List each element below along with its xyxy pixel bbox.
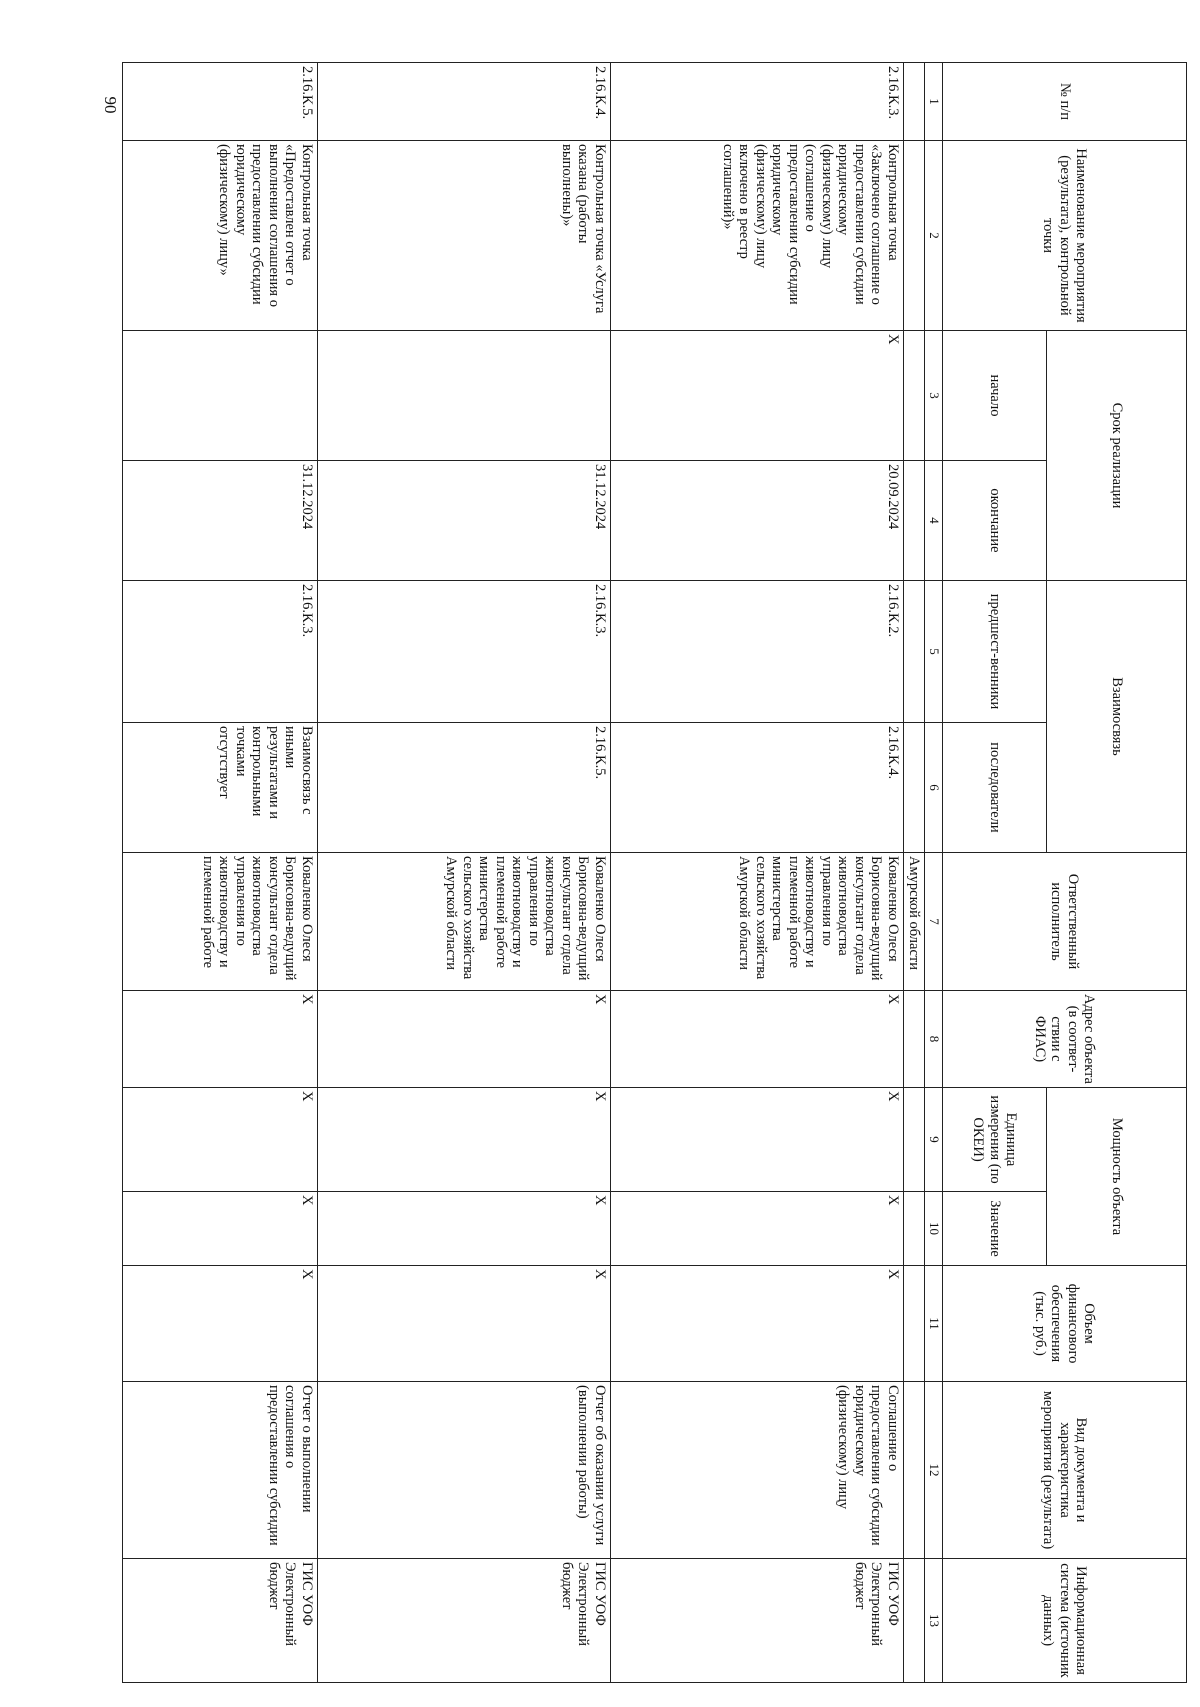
row-start (318, 331, 611, 461)
header-num: № п/п (943, 63, 1187, 141)
col-number: 2 (925, 141, 943, 331)
plan-table (122, 62, 1187, 1683)
row-prev: 2.16.К.3. (123, 581, 318, 723)
row-executor: Коваленко Олеся Борисовна-ведущий консультант отдела животноводства управления по животноводству и племенной работе (123, 853, 318, 991)
col-number: 3 (925, 331, 943, 461)
header-term: Срок реализации (1047, 331, 1187, 581)
header-term-end: окончание (943, 461, 1047, 581)
col-number: 12 (925, 1382, 943, 1559)
header-doc: Вид документа и характеристика мероприятия (результата) (943, 1382, 1187, 1559)
header-row-1 (1047, 63, 1187, 1683)
row-address: X (123, 991, 318, 1088)
row-num: 2.16.К.3. (611, 63, 904, 141)
row-finance: X (318, 1266, 611, 1382)
page-number: 90 (101, 96, 120, 114)
header-link-prev: предшест-венники (943, 581, 1047, 723)
col-number: 11 (925, 1266, 943, 1382)
row-name: Контрольная точка «Заключено соглашение о предоставлении субсидии юридическому (физическому) лицу (соглашение о предоставлении субсидии юридическому (физическому) лицу включено в реестр соглашений)» (611, 141, 904, 331)
row-num: 2.16.К.5. (123, 63, 318, 141)
row-finance: X (611, 1266, 904, 1382)
column-numbers-row (925, 63, 943, 1683)
row-doc: Отчет о выполнении соглашения о предоставлении субсидии (123, 1382, 318, 1559)
row-value: X (318, 1192, 611, 1266)
header-power-unit: Единица измерения (по ОКЕИ) (943, 1088, 1047, 1192)
row-prev: 2.16.К.3. (318, 581, 611, 723)
col-number: 7 (925, 853, 943, 991)
header-system: Информационная система (источник данных) (943, 1559, 1187, 1683)
col-number: 8 (925, 991, 943, 1088)
header-link-next: последователи (943, 723, 1047, 853)
header-name: Наименование мероприятия (результата), контрольной точки (943, 141, 1187, 331)
row-address: X (318, 991, 611, 1088)
row-name: Контрольная точка «Предоставлен отчет о выполнении соглашения о предоставлении субсидии юридическому (физическому) лицу» (123, 141, 318, 331)
col-number: 4 (925, 461, 943, 581)
header-term-start: начало (943, 331, 1047, 461)
row-unit: X (611, 1088, 904, 1192)
row-executor: Коваленко Олеся Борисовна-ведущий консультант отдела животноводства управления по животноводству и племенной работе министерства сельского хозяйства Амурской области (611, 853, 904, 991)
row-next: 2.16.К.4. (611, 723, 904, 853)
header-finance: Объем финансового обеспечения (тыс. руб.) (943, 1266, 1187, 1382)
col-number: 9 (925, 1088, 943, 1192)
row-end: 31.12.2024 (123, 461, 318, 581)
header-power-value: Значение (943, 1192, 1047, 1266)
row-system: ГИС УОФ Электронный бюджет (318, 1559, 611, 1683)
row-end: 20.09.2024 (611, 461, 904, 581)
table-row (318, 63, 611, 1683)
header-link: Взаимосвязь (1047, 581, 1187, 853)
row-system: ГИС УОФ Электронный бюджет (611, 1559, 904, 1683)
header-address: Адрес объекта (в соответ-ствии с ФИАС) (943, 991, 1187, 1088)
row-unit: X (318, 1088, 611, 1192)
row-name: Контрольная точка «Услуга оказана (работы выполнены)» (318, 141, 611, 331)
col-number: 10 (925, 1192, 943, 1266)
row-end: 31.12.2024 (318, 461, 611, 581)
carry-over-cell: Амурской области (904, 853, 926, 991)
col-number: 1 (925, 63, 943, 141)
row-address: X (611, 991, 904, 1088)
row-prev: 2.16.К.2. (611, 581, 904, 723)
row-start: X (611, 331, 904, 461)
row-next: Взаимосвязь с иными результатами и контрольными точками отсутствует (123, 723, 318, 853)
table-row (611, 63, 904, 1683)
row-unit: X (123, 1088, 318, 1192)
header-executor: Ответственный исполнитель (943, 853, 1187, 991)
col-number: 5 (925, 581, 943, 723)
row-value: X (611, 1192, 904, 1266)
row-value: X (123, 1192, 318, 1266)
row-doc: Соглашение о предоставлении субсидии юридическому (физическому) лицу (611, 1382, 904, 1559)
rotated-table-container (122, 62, 1187, 1682)
col-number: 13 (925, 1559, 943, 1683)
row-num: 2.16.К.4. (318, 63, 611, 141)
col-number: 6 (925, 723, 943, 853)
header-power: Мощность объекта (1047, 1088, 1187, 1266)
row-finance: X (123, 1266, 318, 1382)
row-start (123, 331, 318, 461)
row-system: ГИС УОФ Электронный бюджет (123, 1559, 318, 1683)
row-next: 2.16.К.5. (318, 723, 611, 853)
row-doc: Отчет об оказании услуги (выполнении работы) (318, 1382, 611, 1559)
row-executor: Коваленко Олеся Борисовна-ведущий консультант отдела животноводства управления по животноводству и племенной работе министерства сельского хозяйства Амурской области (318, 853, 611, 991)
carry-over-row (904, 63, 926, 1683)
table-row (123, 63, 318, 1683)
